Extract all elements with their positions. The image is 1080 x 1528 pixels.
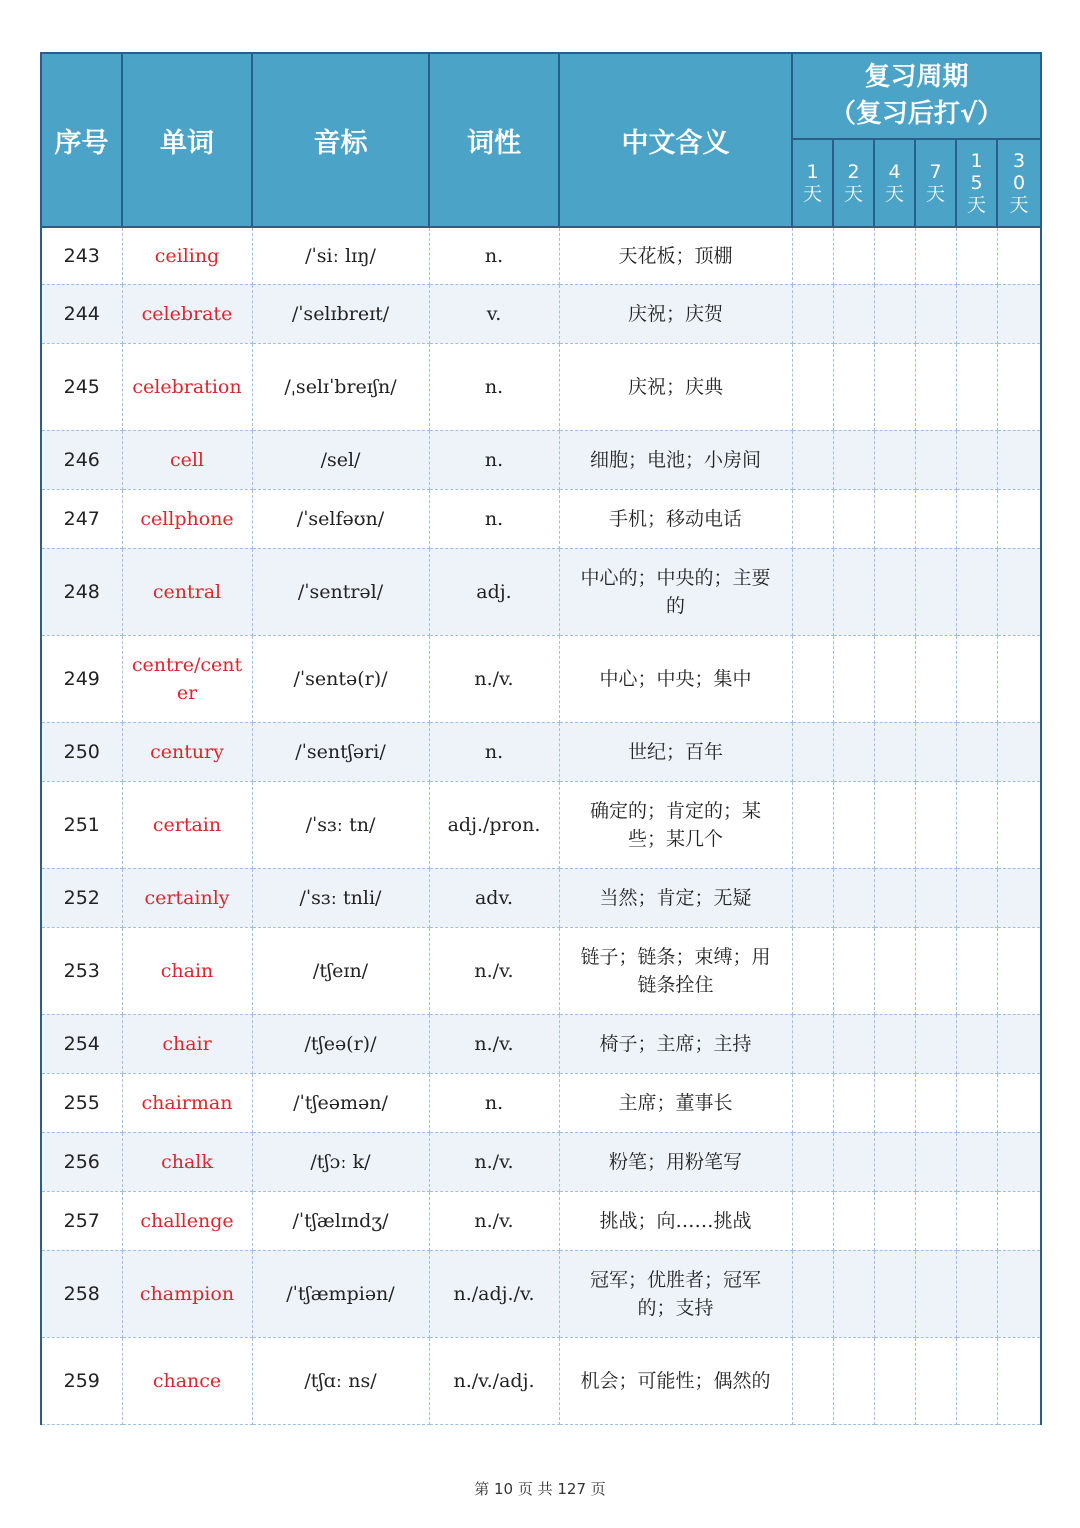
review-checkbox-cell[interactable] bbox=[833, 1191, 874, 1250]
review-checkbox-cell[interactable] bbox=[915, 635, 956, 722]
table-row bbox=[41, 635, 1041, 722]
review-checkbox-cell[interactable] bbox=[874, 781, 915, 868]
review-checkbox-cell[interactable] bbox=[833, 430, 874, 489]
review-checkbox-cell[interactable] bbox=[833, 489, 874, 548]
header-day-char: 天 bbox=[966, 194, 986, 216]
review-checkbox-cell[interactable] bbox=[997, 1073, 1041, 1132]
review-checkbox-cell[interactable] bbox=[792, 635, 833, 722]
review-checkbox-cell[interactable] bbox=[997, 284, 1041, 343]
review-checkbox-cell[interactable] bbox=[915, 343, 956, 430]
header-day-4 bbox=[956, 139, 997, 227]
review-checkbox-cell[interactable] bbox=[915, 722, 956, 781]
cell-word: champion bbox=[122, 1250, 252, 1337]
review-checkbox-cell[interactable] bbox=[833, 868, 874, 927]
cell-word: chair bbox=[122, 1014, 252, 1073]
review-checkbox-cell[interactable] bbox=[792, 927, 833, 1014]
table-row bbox=[41, 548, 1041, 635]
cell-word: chance bbox=[122, 1337, 252, 1424]
header-day-2 bbox=[874, 139, 915, 227]
review-checkbox-cell[interactable] bbox=[874, 284, 915, 343]
cell-pos: n. bbox=[429, 343, 559, 430]
cell-index: 243 bbox=[41, 227, 122, 284]
table-row bbox=[41, 227, 1041, 284]
review-checkbox-cell[interactable] bbox=[833, 1014, 874, 1073]
review-checkbox-cell[interactable] bbox=[915, 1014, 956, 1073]
review-checkbox-cell[interactable] bbox=[915, 868, 956, 927]
review-checkbox-cell[interactable] bbox=[833, 781, 874, 868]
table-row bbox=[41, 1191, 1041, 1250]
cell-pos: n./v. bbox=[429, 1014, 559, 1073]
cell-phonetic: /sel/ bbox=[252, 430, 429, 489]
review-checkbox-cell[interactable] bbox=[915, 1337, 956, 1424]
review-checkbox-cell[interactable] bbox=[956, 284, 997, 343]
cell-word: chairman bbox=[122, 1073, 252, 1132]
cell-word: celebrate bbox=[122, 284, 252, 343]
review-checkbox-cell[interactable] bbox=[833, 284, 874, 343]
header-day-3 bbox=[915, 139, 956, 227]
table-row bbox=[41, 1132, 1041, 1191]
table-row bbox=[41, 722, 1041, 781]
cell-index: 250 bbox=[41, 722, 122, 781]
cell-phonetic: /ˈsiː lɪŋ/ bbox=[252, 227, 429, 284]
cell-phonetic: /ˈtʃæmpiən/ bbox=[252, 1250, 429, 1337]
review-checkbox-cell[interactable] bbox=[915, 1191, 956, 1250]
cell-word: centre/center bbox=[122, 635, 252, 722]
review-checkbox-cell[interactable] bbox=[874, 227, 915, 284]
review-checkbox-cell[interactable] bbox=[792, 1132, 833, 1191]
cell-index: 245 bbox=[41, 343, 122, 430]
review-checkbox-cell[interactable] bbox=[956, 430, 997, 489]
header-word: 单词 bbox=[122, 53, 252, 227]
cell-phonetic: /tʃeə(r)/ bbox=[252, 1014, 429, 1073]
cell-pos: n./v. bbox=[429, 1132, 559, 1191]
cell-index: 257 bbox=[41, 1191, 122, 1250]
header-meaning: 中文含义 bbox=[559, 53, 792, 227]
header-day-1 bbox=[833, 139, 874, 227]
review-checkbox-cell[interactable] bbox=[956, 1337, 997, 1424]
review-checkbox-cell[interactable] bbox=[997, 343, 1041, 430]
cell-phonetic: /ˈsentə(r)/ bbox=[252, 635, 429, 722]
review-checkbox-cell[interactable] bbox=[956, 781, 997, 868]
review-checkbox-cell[interactable] bbox=[792, 1073, 833, 1132]
cell-pos: adv. bbox=[429, 868, 559, 927]
review-checkbox-cell[interactable] bbox=[792, 1250, 833, 1337]
header-day-char: 7 bbox=[929, 161, 942, 183]
review-checkbox-cell[interactable] bbox=[874, 548, 915, 635]
review-checkbox-cell[interactable] bbox=[956, 1191, 997, 1250]
cell-pos: n. bbox=[429, 489, 559, 548]
review-checkbox-cell[interactable] bbox=[956, 1014, 997, 1073]
review-checkbox-cell[interactable] bbox=[915, 489, 956, 548]
review-cycle-subtitle: （复习后打√） bbox=[829, 99, 1004, 129]
cell-index: 256 bbox=[41, 1132, 122, 1191]
cell-pos: n. bbox=[429, 227, 559, 284]
cell-phonetic: /ˈselɪbreɪt/ bbox=[252, 284, 429, 343]
header-phonetic: 音标 bbox=[252, 53, 429, 227]
review-checkbox-cell[interactable] bbox=[997, 489, 1041, 548]
cell-phonetic: /ˈsɜː tn/ bbox=[252, 781, 429, 868]
header-day-char: 天 bbox=[802, 183, 822, 205]
review-checkbox-cell[interactable] bbox=[833, 1132, 874, 1191]
cell-index: 259 bbox=[41, 1337, 122, 1424]
review-checkbox-cell[interactable] bbox=[792, 548, 833, 635]
cell-meaning: 天花板；顶棚 bbox=[559, 227, 792, 284]
review-checkbox-cell[interactable] bbox=[915, 1073, 956, 1132]
review-checkbox-cell[interactable] bbox=[833, 1073, 874, 1132]
cell-pos: v. bbox=[429, 284, 559, 343]
review-checkbox-cell[interactable] bbox=[997, 227, 1041, 284]
review-checkbox-cell[interactable] bbox=[833, 1250, 874, 1337]
cell-meaning: 粉笔；用粉笔写 bbox=[559, 1132, 792, 1191]
review-checkbox-cell[interactable] bbox=[874, 489, 915, 548]
cell-meaning: 主席；董事长 bbox=[559, 1073, 792, 1132]
review-checkbox-cell[interactable] bbox=[874, 1014, 915, 1073]
review-checkbox-cell[interactable] bbox=[956, 1250, 997, 1337]
header-index: 序号 bbox=[41, 53, 122, 227]
review-checkbox-cell[interactable] bbox=[792, 1337, 833, 1424]
review-checkbox-cell[interactable] bbox=[997, 1014, 1041, 1073]
review-checkbox-cell[interactable] bbox=[792, 868, 833, 927]
header-day-char: 天 bbox=[1009, 194, 1029, 216]
cell-word: certain bbox=[122, 781, 252, 868]
table-row bbox=[41, 1073, 1041, 1132]
cell-pos: n./v. bbox=[429, 927, 559, 1014]
cell-word: chalk bbox=[122, 1132, 252, 1191]
header-day-char: 5 bbox=[970, 172, 983, 194]
page-footer: 第 10 页 共 127 页 bbox=[474, 1480, 606, 1498]
cell-word: ceiling bbox=[122, 227, 252, 284]
review-checkbox-cell[interactable] bbox=[956, 1073, 997, 1132]
cell-meaning: 链子；链条；束缚；用链条拴住 bbox=[559, 927, 792, 1014]
header-day-char: 0 bbox=[1012, 172, 1026, 194]
cell-meaning: 细胞；电池；小房间 bbox=[559, 430, 792, 489]
review-checkbox-cell[interactable] bbox=[833, 548, 874, 635]
review-checkbox-cell[interactable] bbox=[874, 722, 915, 781]
cell-index: 248 bbox=[41, 548, 122, 635]
review-checkbox-cell[interactable] bbox=[915, 548, 956, 635]
header-day-char: 天 bbox=[925, 183, 945, 205]
review-checkbox-cell[interactable] bbox=[915, 927, 956, 1014]
header-day-5 bbox=[997, 139, 1041, 227]
review-checkbox-cell[interactable] bbox=[833, 635, 874, 722]
cell-index: 253 bbox=[41, 927, 122, 1014]
cell-pos: n./v./adj. bbox=[429, 1337, 559, 1424]
cell-phonetic: /ˈsentʃəri/ bbox=[252, 722, 429, 781]
cell-meaning: 中心的；中央的；主要的 bbox=[559, 548, 792, 635]
review-checkbox-cell[interactable] bbox=[915, 1250, 956, 1337]
review-checkbox-cell[interactable] bbox=[915, 227, 956, 284]
review-checkbox-cell[interactable] bbox=[915, 284, 956, 343]
review-checkbox-cell[interactable] bbox=[874, 927, 915, 1014]
cell-word: chain bbox=[122, 927, 252, 1014]
review-checkbox-cell[interactable] bbox=[956, 1132, 997, 1191]
cell-meaning: 庆祝；庆贺 bbox=[559, 284, 792, 343]
review-checkbox-cell[interactable] bbox=[915, 1132, 956, 1191]
cell-pos: n./v. bbox=[429, 635, 559, 722]
review-checkbox-cell[interactable] bbox=[997, 927, 1041, 1014]
review-checkbox-cell[interactable] bbox=[915, 430, 956, 489]
review-checkbox-cell[interactable] bbox=[874, 343, 915, 430]
cell-phonetic: /tʃɔː k/ bbox=[252, 1132, 429, 1191]
table-row bbox=[41, 489, 1041, 548]
review-checkbox-cell[interactable] bbox=[792, 781, 833, 868]
cell-word: cellphone bbox=[122, 489, 252, 548]
table-row bbox=[41, 781, 1041, 868]
cell-index: 252 bbox=[41, 868, 122, 927]
cell-phonetic: /tʃɑː ns/ bbox=[252, 1337, 429, 1424]
cell-index: 251 bbox=[41, 781, 122, 868]
cell-meaning: 机会；可能性；偶然的 bbox=[559, 1337, 792, 1424]
review-checkbox-cell[interactable] bbox=[997, 868, 1041, 927]
review-cycle-title: 复习周期 bbox=[864, 62, 969, 92]
review-checkbox-cell[interactable] bbox=[997, 1132, 1041, 1191]
cell-meaning: 中心；中央；集中 bbox=[559, 635, 792, 722]
cell-index: 249 bbox=[41, 635, 122, 722]
review-checkbox-cell[interactable] bbox=[956, 548, 997, 635]
cell-index: 244 bbox=[41, 284, 122, 343]
header-day-char: 3 bbox=[1012, 150, 1026, 172]
cell-phonetic: /ˈsɜː tnli/ bbox=[252, 868, 429, 927]
cell-pos: adj. bbox=[429, 548, 559, 635]
review-checkbox-cell[interactable] bbox=[792, 489, 833, 548]
table-row bbox=[41, 927, 1041, 1014]
review-checkbox-cell[interactable] bbox=[956, 868, 997, 927]
review-checkbox-cell[interactable] bbox=[833, 927, 874, 1014]
review-checkbox-cell[interactable] bbox=[792, 1191, 833, 1250]
review-checkbox-cell[interactable] bbox=[997, 430, 1041, 489]
cell-phonetic: /tʃeɪn/ bbox=[252, 927, 429, 1014]
review-checkbox-cell[interactable] bbox=[997, 1191, 1041, 1250]
table-row bbox=[41, 430, 1041, 489]
review-checkbox-cell[interactable] bbox=[956, 343, 997, 430]
review-checkbox-cell[interactable] bbox=[833, 1337, 874, 1424]
review-checkbox-cell[interactable] bbox=[997, 1250, 1041, 1337]
cell-word: challenge bbox=[122, 1191, 252, 1250]
cell-meaning: 椅子；主席；主持 bbox=[559, 1014, 792, 1073]
review-checkbox-cell[interactable] bbox=[956, 489, 997, 548]
review-checkbox-cell[interactable] bbox=[792, 1014, 833, 1073]
review-checkbox-cell[interactable] bbox=[792, 227, 833, 284]
cell-pos: n. bbox=[429, 722, 559, 781]
review-checkbox-cell[interactable] bbox=[874, 635, 915, 722]
review-checkbox-cell[interactable] bbox=[792, 343, 833, 430]
cell-phonetic: /ˈtʃeəmən/ bbox=[252, 1073, 429, 1132]
cell-phonetic: /ˈselfəʊn/ bbox=[252, 489, 429, 548]
review-checkbox-cell[interactable] bbox=[874, 430, 915, 489]
review-checkbox-cell[interactable] bbox=[956, 927, 997, 1014]
cell-word: century bbox=[122, 722, 252, 781]
table-row bbox=[41, 1250, 1041, 1337]
cell-meaning: 挑战；向……挑战 bbox=[559, 1191, 792, 1250]
header-day-0 bbox=[792, 139, 833, 227]
cell-index: 254 bbox=[41, 1014, 122, 1073]
cell-phonetic: /ˌselɪˈbreɪʃn/ bbox=[252, 343, 429, 430]
review-checkbox-cell[interactable] bbox=[997, 635, 1041, 722]
cell-meaning: 当然；肯定；无疑 bbox=[559, 868, 792, 927]
header-day-char: 天 bbox=[843, 183, 863, 205]
review-checkbox-cell[interactable] bbox=[874, 1191, 915, 1250]
cell-meaning: 手机；移动电话 bbox=[559, 489, 792, 548]
review-checkbox-cell[interactable] bbox=[956, 635, 997, 722]
cell-word: cell bbox=[122, 430, 252, 489]
cell-index: 255 bbox=[41, 1073, 122, 1132]
cell-pos: n./adj./v. bbox=[429, 1250, 559, 1337]
table-row bbox=[41, 1337, 1041, 1424]
table-row bbox=[41, 868, 1041, 927]
cell-word: celebration bbox=[122, 343, 252, 430]
cell-word: central bbox=[122, 548, 252, 635]
review-checkbox-cell[interactable] bbox=[915, 781, 956, 868]
review-checkbox-cell[interactable] bbox=[997, 1337, 1041, 1424]
header-day-char: 1 bbox=[806, 161, 819, 183]
review-checkbox-cell[interactable] bbox=[792, 722, 833, 781]
header-day-char: 4 bbox=[888, 161, 901, 183]
header-day-char: 2 bbox=[847, 161, 860, 183]
review-checkbox-cell[interactable] bbox=[956, 227, 997, 284]
table-row bbox=[41, 284, 1041, 343]
vocabulary-table bbox=[40, 52, 1042, 1425]
table-row bbox=[41, 343, 1041, 430]
header-review-cycle bbox=[792, 53, 1041, 139]
cell-meaning: 庆祝；庆典 bbox=[559, 343, 792, 430]
review-checkbox-cell[interactable] bbox=[874, 1132, 915, 1191]
review-checkbox-cell[interactable] bbox=[997, 781, 1041, 868]
cell-index: 247 bbox=[41, 489, 122, 548]
header-day-char: 1 bbox=[970, 150, 983, 172]
cell-pos: n. bbox=[429, 430, 559, 489]
cell-index: 258 bbox=[41, 1250, 122, 1337]
header-pos: 词性 bbox=[429, 53, 559, 227]
cell-meaning: 确定的；肯定的；某些；某几个 bbox=[559, 781, 792, 868]
review-checkbox-cell[interactable] bbox=[792, 430, 833, 489]
review-checkbox-cell[interactable] bbox=[874, 1250, 915, 1337]
review-checkbox-cell[interactable] bbox=[956, 722, 997, 781]
review-checkbox-cell[interactable] bbox=[833, 722, 874, 781]
table-row bbox=[41, 1014, 1041, 1073]
review-checkbox-cell[interactable] bbox=[792, 284, 833, 343]
cell-phonetic: /ˈsentrəl/ bbox=[252, 548, 429, 635]
review-checkbox-cell[interactable] bbox=[874, 1073, 915, 1132]
cell-word: certainly bbox=[122, 868, 252, 927]
review-checkbox-cell[interactable] bbox=[833, 227, 874, 284]
review-checkbox-cell[interactable] bbox=[997, 548, 1041, 635]
cell-pos: adj./pron. bbox=[429, 781, 559, 868]
header-day-char: 天 bbox=[884, 183, 904, 205]
cell-phonetic: /ˈtʃælɪndʒ/ bbox=[252, 1191, 429, 1250]
cell-index: 246 bbox=[41, 430, 122, 489]
cell-meaning: 冠军；优胜者；冠军的；支持 bbox=[559, 1250, 792, 1337]
review-checkbox-cell[interactable] bbox=[874, 1337, 915, 1424]
cell-pos: n. bbox=[429, 1073, 559, 1132]
cell-meaning: 世纪；百年 bbox=[559, 722, 792, 781]
review-checkbox-cell[interactable] bbox=[874, 868, 915, 927]
review-checkbox-cell[interactable] bbox=[833, 343, 874, 430]
review-checkbox-cell[interactable] bbox=[997, 722, 1041, 781]
cell-pos: n./v. bbox=[429, 1191, 559, 1250]
